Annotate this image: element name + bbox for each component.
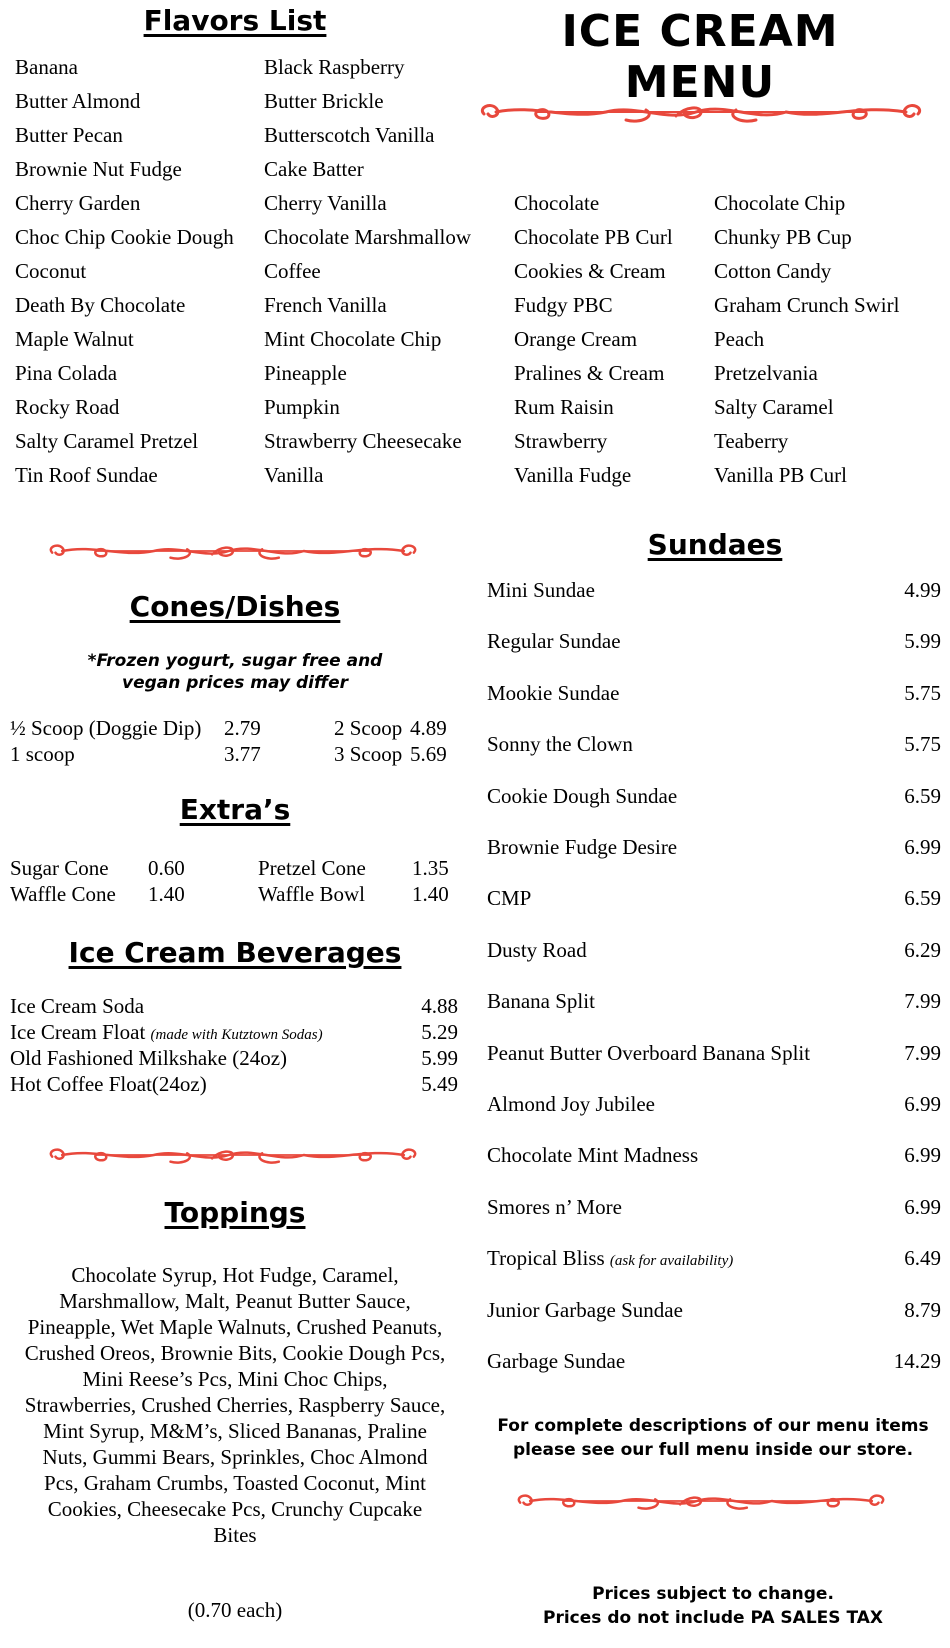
beverage-name: Hot Coffee Float(24oz) — [10, 1072, 207, 1096]
sundae-row — [487, 1092, 941, 1120]
sundae-price: 14.29 — [893, 1349, 941, 1373]
sundae-row — [487, 629, 941, 657]
sundae-row — [487, 784, 941, 812]
sundae-price: 6.59 — [904, 886, 941, 911]
sundae-price: 7.99 — [904, 1040, 941, 1065]
flavor-item: Rum Raisin — [514, 395, 614, 419]
descriptions-note-line-1: For complete descriptions of our menu items — [497, 1416, 929, 1436]
toppings-heading: Toppings — [164, 1196, 306, 1229]
beverage-row — [10, 994, 458, 1020]
cones-note-line-1: *Frozen yogurt, sugar free and — [87, 651, 383, 671]
flavor-item: Butter Brickle — [264, 89, 384, 113]
sundae-price: 6.99 — [904, 835, 941, 859]
sundae-price: 6.99 — [904, 1194, 941, 1219]
flourish-divider-icon — [8, 536, 458, 566]
beverage-note: (made with Kutztown Sodas) — [150, 1027, 323, 1043]
beverage-name: Ice Cream Soda — [10, 994, 145, 1018]
sundae-row — [487, 886, 941, 914]
sundae-row — [487, 1041, 941, 1069]
flavor-item: Peach — [714, 327, 765, 351]
toppings-line: Strawberries, Crushed Cherries, Raspberry Sauce, — [24, 1393, 446, 1417]
extra-item-price: 1.40 — [148, 882, 185, 906]
cone-item-price: 3.77 — [224, 742, 261, 766]
sundae-price: 6.49 — [904, 1246, 941, 1271]
extra-item-name: Waffle Bowl — [258, 882, 365, 906]
flavor-item: Coconut — [15, 259, 87, 283]
flavor-item: Cake Batter — [264, 157, 364, 181]
flavor-item: Butterscotch Vanilla — [264, 123, 435, 147]
sundae-row — [487, 1143, 941, 1171]
flavor-item: Graham Crunch Swirl — [714, 293, 900, 317]
descriptions-note — [480, 1414, 946, 1462]
toppings-line: Mint Syrup, M&M’s, Sliced Bananas, Praline — [43, 1419, 427, 1443]
sundae-row — [487, 1349, 941, 1377]
toppings-line: Pcs, Graham Crumbs, Toasted Coconut, Mint — [44, 1471, 426, 1495]
sundae-name: Chocolate Mint Madness — [487, 1143, 699, 1168]
toppings-line: Cookies, Cheesecake Pcs, Crunchy Cupcake — [47, 1497, 423, 1521]
sundae-price: 6.99 — [904, 1143, 941, 1168]
sundae-row — [487, 1195, 941, 1223]
toppings-line: Mini Reese’s Pcs, Mini Choc Chips, — [82, 1367, 388, 1391]
beverage-row — [10, 1020, 458, 1046]
extra-item-price: 1.35 — [412, 856, 449, 880]
flavor-column-2 — [264, 50, 471, 492]
beverage-price: 5.99 — [421, 1046, 458, 1070]
flourish-divider-icon — [476, 94, 926, 130]
flavors-heading: Flavors List — [143, 4, 327, 37]
flavor-item: Choc Chip Cookie Dough — [15, 225, 234, 249]
sundae-name: Sonny the Clown — [487, 732, 633, 757]
sundae-price: 4.99 — [904, 578, 941, 602]
flavor-item: Death By Chocolate — [15, 293, 186, 317]
flavor-item: Butter Pecan — [15, 123, 123, 147]
beverage-row — [10, 1072, 458, 1098]
flavor-column-3 — [514, 186, 673, 492]
sundae-row — [487, 989, 941, 1017]
flavor-item: Mint Chocolate Chip — [264, 327, 442, 351]
beverage-row — [10, 1046, 458, 1072]
toppings-line: Marshmallow, Malt, Peanut Butter Sauce, — [59, 1289, 411, 1313]
flavor-item: Teaberry — [714, 429, 789, 453]
cones-note-line-2: vegan prices may differ — [121, 673, 349, 693]
sundae-name: Almond Joy Jubilee — [487, 1092, 655, 1116]
cone-item-name: 1 scoop — [10, 742, 75, 766]
sundae-name: Banana Split — [487, 989, 595, 1014]
cone-item-price: 4.89 — [410, 716, 447, 740]
toppings-line: Chocolate Syrup, Hot Fudge, Caramel, — [71, 1263, 399, 1287]
extra-item-name: Pretzel Cone — [258, 856, 366, 880]
flavor-item: Chocolate Chip — [714, 191, 846, 215]
flavor-item: Orange Cream — [514, 327, 638, 351]
sundae-price: 5.75 — [904, 680, 941, 705]
flavor-item: Pretzelvania — [714, 361, 818, 385]
flourish-divider-icon — [476, 1486, 926, 1516]
flavor-item: Pralines & Cream — [514, 361, 665, 385]
cones-note — [40, 650, 430, 694]
flavor-item: Chunky PB Cup — [714, 225, 852, 249]
flavor-item: Cotton Candy — [714, 259, 832, 283]
flavor-item: Fudgy PBC — [514, 293, 613, 317]
flavor-item: Pineapple — [264, 361, 347, 385]
sundae-price: 6.29 — [904, 937, 941, 962]
price-disclaimer — [480, 1582, 946, 1630]
toppings-line: Pineapple, Wet Maple Walnuts, Crushed Peanuts, — [27, 1315, 443, 1339]
sundae-price: 6.59 — [904, 783, 941, 808]
extras-heading: Extra’s — [179, 793, 291, 826]
flavor-column-1 — [15, 50, 234, 492]
toppings-line: Crushed Oreos, Brownie Bits, Cookie Dough Pcs, — [24, 1341, 446, 1365]
flavor-item: Vanilla Fudge — [514, 463, 632, 487]
beverage-price: 5.29 — [421, 1020, 458, 1044]
flavor-column-4 — [714, 186, 899, 492]
sundae-price: 5.75 — [904, 732, 941, 757]
flavor-item: Pumpkin — [264, 395, 340, 419]
flavor-item: Brownie Nut Fudge — [15, 157, 182, 181]
price-disclaimer-line-1: Prices subject to change. — [592, 1584, 834, 1604]
sundae-name: Peanut Butter Overboard Banana Split — [487, 1040, 811, 1065]
flavor-item: Salty Caramel Pretzel — [15, 429, 199, 453]
sundae-name: Regular Sundae — [487, 629, 621, 654]
sundae-price: 6.99 — [904, 1092, 941, 1116]
flavor-item: Butter Almond — [15, 89, 141, 113]
flavor-item: Tin Roof Sundae — [15, 463, 158, 487]
sundae-row — [487, 938, 941, 966]
flavor-item: Strawberry — [514, 429, 608, 453]
sundae-name: Mini Sundae — [487, 578, 595, 602]
sundae-price: 5.99 — [904, 629, 941, 654]
flavor-item: Cherry Garden — [15, 191, 141, 215]
flavor-item: Cookies & Cream — [514, 259, 666, 283]
sundae-name: Mookie Sundae — [487, 680, 620, 705]
sundae-row — [487, 732, 941, 760]
extra-item-name: Sugar Cone — [10, 856, 109, 880]
flavor-item: Chocolate Marshmallow — [264, 225, 472, 249]
toppings-price-note: (0.70 each) — [187, 1598, 283, 1622]
beverage-price: 4.88 — [421, 994, 458, 1018]
flavor-item: Rocky Road — [15, 395, 120, 419]
sundae-note: (ask for availability) — [609, 1253, 734, 1270]
flavor-item: Strawberry Cheesecake — [264, 429, 462, 453]
flavor-item: Pina Colada — [15, 361, 118, 385]
sundae-row — [487, 681, 941, 709]
extra-item-name: Waffle Cone — [10, 882, 116, 906]
sundae-row — [487, 1246, 941, 1274]
flavor-item: Maple Walnut — [15, 327, 134, 351]
flavor-item: Vanilla PB Curl — [714, 463, 848, 487]
flavor-item: Coffee — [264, 259, 321, 283]
flourish-divider-icon — [8, 1140, 458, 1170]
flavor-item: Chocolate — [514, 191, 600, 215]
sundae-name: Brownie Fudge Desire — [487, 835, 678, 859]
flavor-item: Cherry Vanilla — [264, 191, 387, 215]
sundae-price: 7.99 — [904, 989, 941, 1014]
flavor-item: Salty Caramel — [714, 395, 834, 419]
sundae-name: Smores n’ More — [487, 1194, 622, 1219]
cone-item-price: 5.69 — [410, 742, 447, 766]
menu-title: ICE CREAM MENU — [561, 6, 839, 108]
beverage-price: 5.49 — [421, 1072, 458, 1096]
sundae-name: Dusty Road — [487, 937, 587, 962]
extra-item-price: 0.60 — [148, 856, 185, 880]
sundae-row — [487, 578, 941, 606]
toppings-line: Nuts, Gummi Bears, Sprinkles, Choc Almond — [42, 1445, 428, 1469]
extra-item-price: 1.40 — [412, 882, 449, 906]
sundae-name: Garbage Sundae — [487, 1349, 626, 1373]
toppings-list — [0, 1262, 470, 1548]
sundaes-heading: Sundaes — [647, 528, 783, 561]
cone-item-name: 2 Scoop — [334, 716, 403, 740]
cone-item-name: 3 Scoop — [334, 742, 403, 766]
descriptions-note-line-2: please see our full menu inside our store. — [512, 1440, 914, 1460]
sundae-name: Junior Garbage Sundae — [487, 1297, 683, 1322]
flavor-item: Vanilla — [264, 463, 324, 487]
flavor-item: Banana — [15, 55, 78, 79]
flavor-item: French Vanilla — [264, 293, 387, 317]
flavor-item: Chocolate PB Curl — [514, 225, 673, 249]
cone-item-name: ½ Scoop (Doggie Dip) — [10, 716, 202, 740]
price-disclaimer-line-2: Prices do not include PA SALES TAX — [543, 1608, 883, 1628]
sundae-price: 8.79 — [904, 1297, 941, 1322]
sundae-name: CMP — [487, 886, 532, 911]
beverage-name: Ice Cream Float — [10, 1020, 146, 1044]
cones-heading: Cones/Dishes — [129, 590, 341, 623]
sundae-name: Cookie Dough Sundae — [487, 783, 678, 808]
sundae-row — [487, 1298, 941, 1326]
cone-item-price: 2.79 — [224, 716, 261, 740]
flavor-item: Black Raspberry — [264, 55, 405, 79]
toppings-line: Bites — [213, 1523, 257, 1547]
beverages-heading: Ice Cream Beverages — [68, 936, 402, 969]
sundae-row — [487, 835, 941, 863]
beverage-name: Old Fashioned Milkshake (24oz) — [10, 1046, 288, 1070]
sundae-name: Tropical Bliss — [487, 1246, 605, 1271]
